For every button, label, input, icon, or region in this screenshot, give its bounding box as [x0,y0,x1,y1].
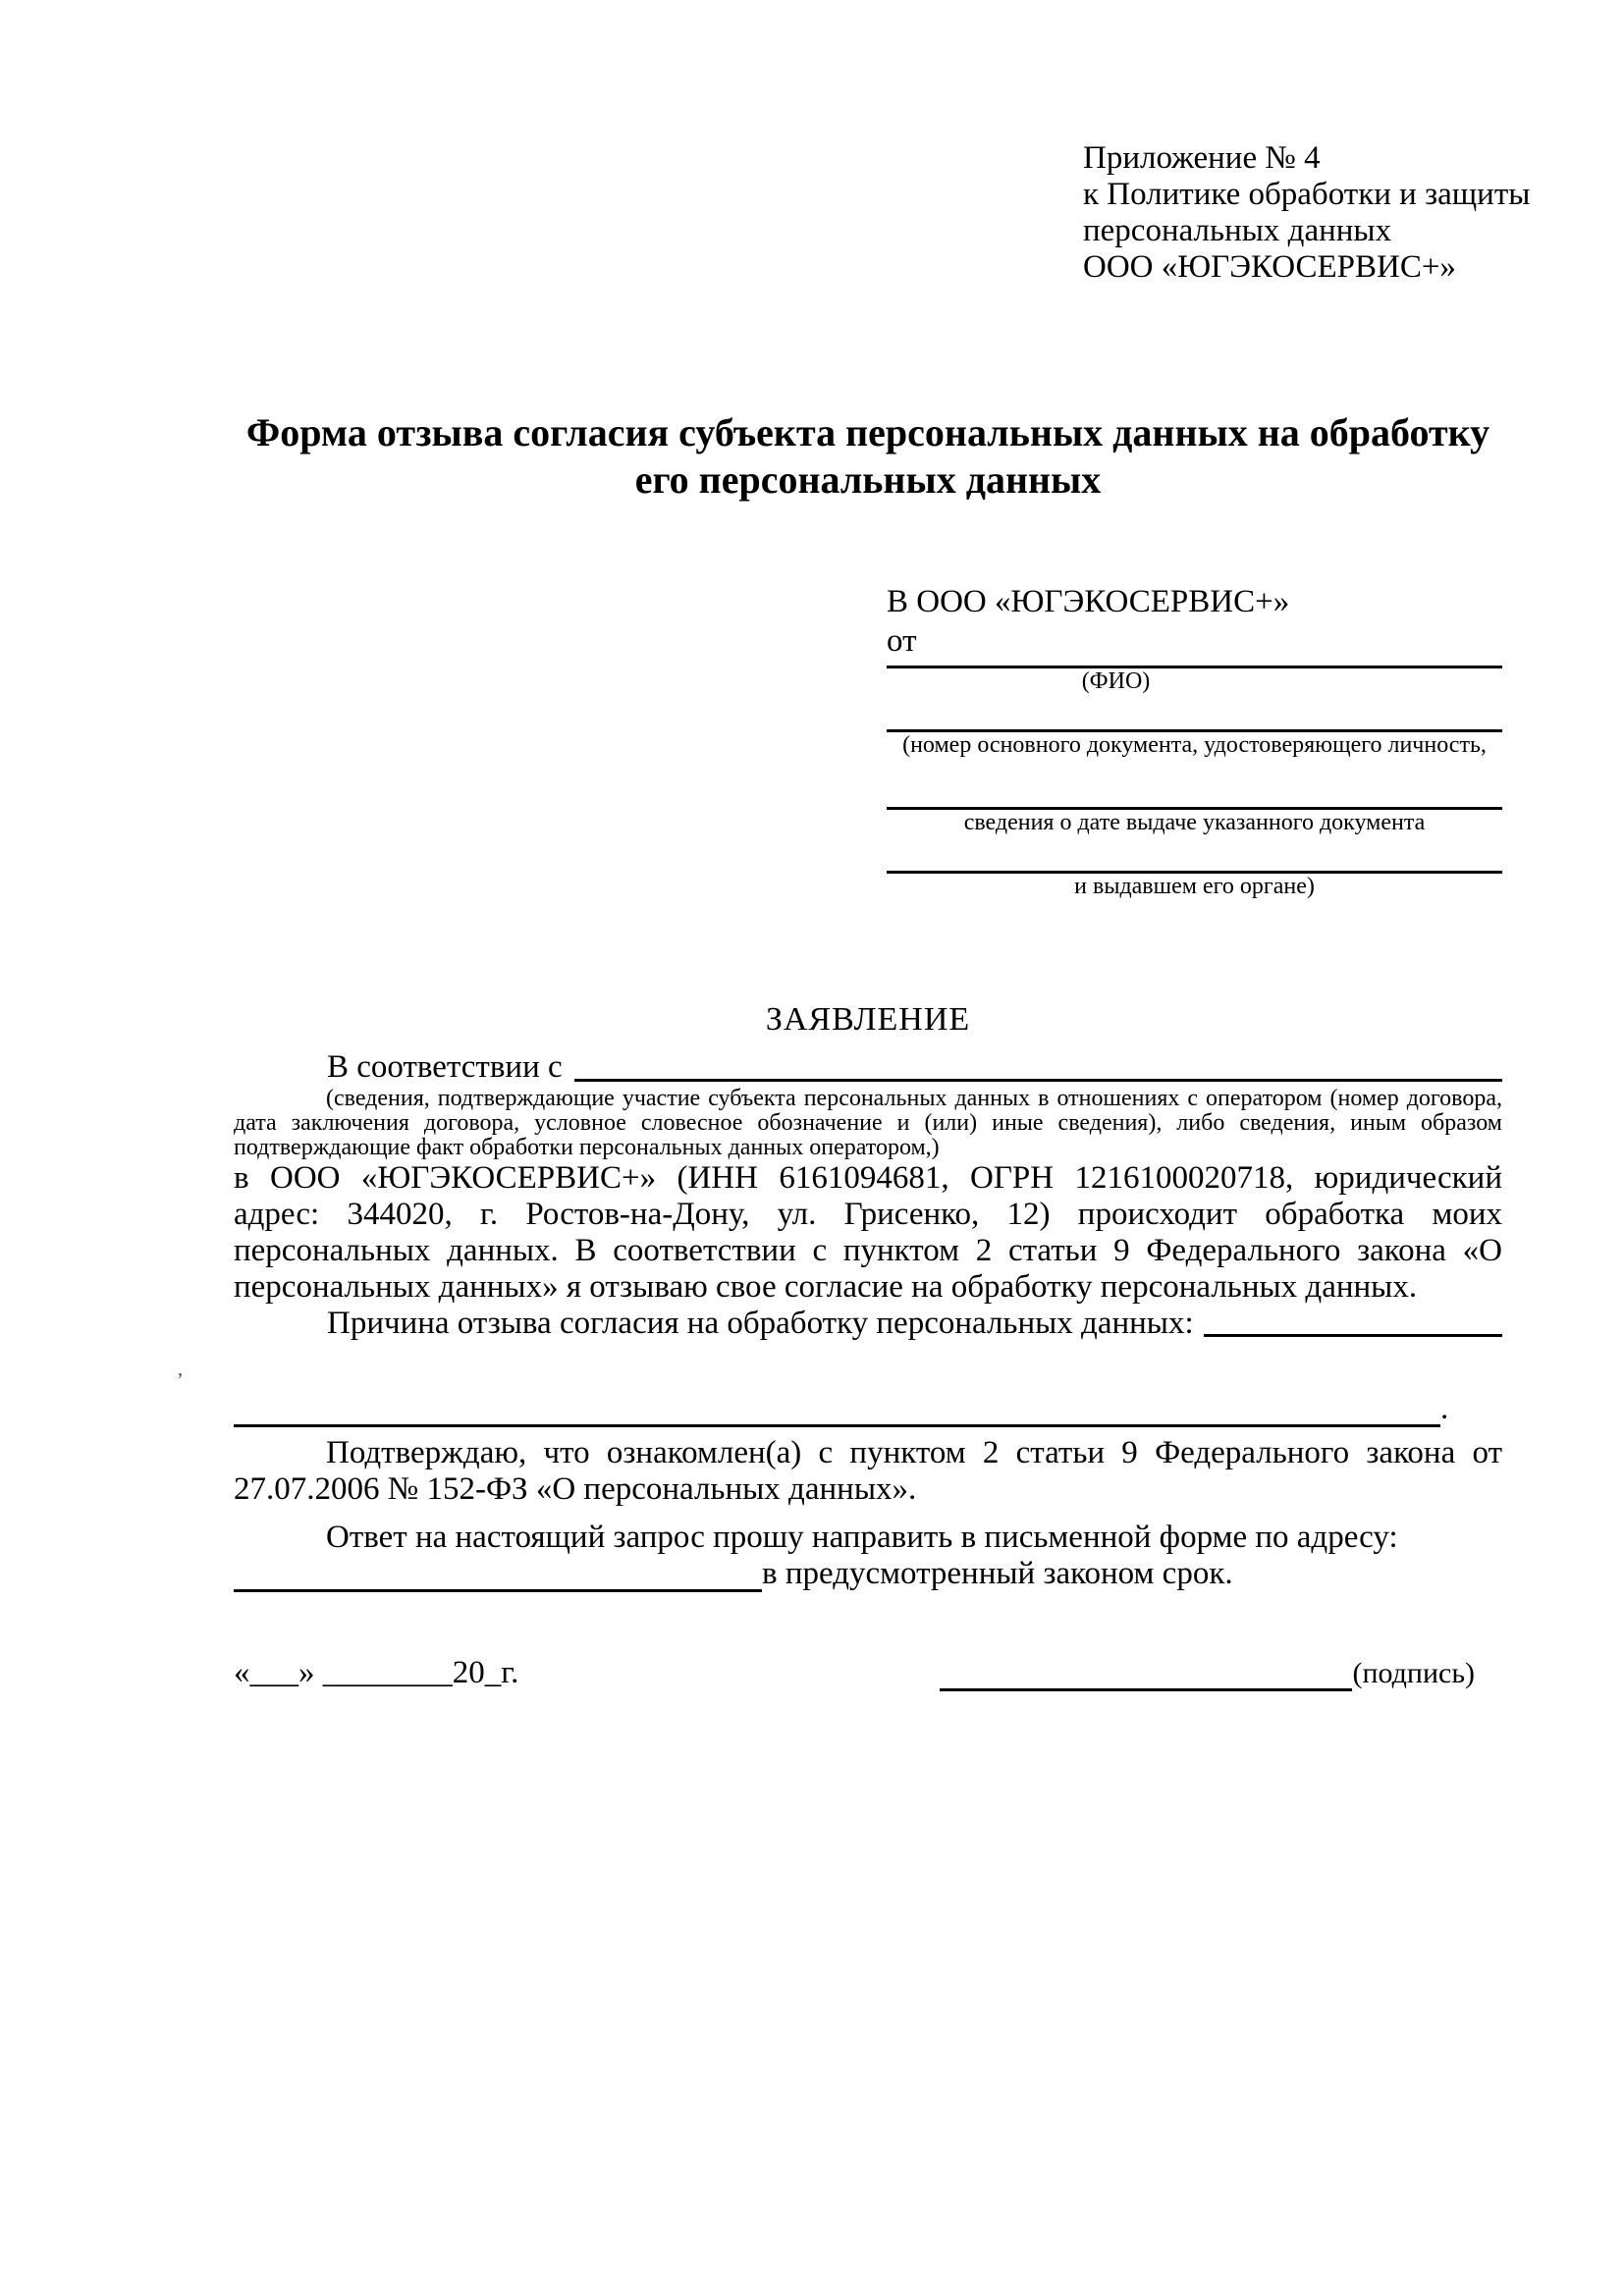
signature-blank-line [940,1659,1352,1691]
annex-line: к Политике обработки и защиты [1083,177,1531,212]
intro-text: В соответствии с [327,1049,563,1085]
line-end-period: . [1440,1391,1449,1426]
field-caption-document-number: (номер основного документа, удостоверяющего личность, [902,732,1487,758]
reply-request-paragraph: Ответ на настоящий запрос прошу направить в письменной форме по адресу: [326,1520,1398,1555]
signature-area [940,1655,1475,1691]
statement-body: в ООО «ЮГЭКОСЕРВИС+» (ИНН 6161094681, ОГРН 1216100020718, юридический адрес: 344020, г. Ростов-на-Дону, ул. Грисенко, 12) происходит обработка моих персональных данных. В соответствии с пунктом 2 статьи 9 Федерального закона «О персональных данных» я отзываю свое согласие на обработку персональных данных. [234,1160,1502,1305]
intro-row [234,1047,1502,1087]
field-caption-issue-date: сведения о дате выдаче указанного документа [963,810,1426,835]
reason-blank-line [1204,1310,1502,1337]
annex-line: Приложение № 4 [1083,140,1321,176]
signature-row [234,1655,1502,1691]
reply-address-row [234,1556,1502,1592]
signature-caption: (подпись) [1352,1657,1475,1689]
annex-line: персональных данных [1083,213,1392,248]
reason-continuation-row [234,1391,1502,1427]
reason-label: Причина отзыва согласия на обработку персональных данных: [327,1306,1194,1341]
reply-suffix: в предусмотренный законом срок. [762,1556,1233,1591]
stray-mark: ’ [177,1369,184,1391]
annex-line: ООО «ЮГЭКОСЕРВИС+» [1083,249,1456,285]
reason-row [234,1306,1502,1342]
date-line: «___» ________20_г. [234,1655,519,1690]
field-caption-fio: (ФИО) [1081,668,1151,694]
fio-blank-line [887,661,1502,668]
statement-heading: ЗАЯВЛЕНИЕ [765,1001,971,1038]
addressee-from-label: от [887,623,917,659]
intro-blank-line [574,1055,1502,1082]
confirmation-paragraph: Подтверждаю, что ознакомлен(а) с пунктом 2 статьи 9 Федерального закона от 27.07.2006 № 152-ФЗ «О персональных данных». [234,1435,1502,1507]
document-number-blank-line [887,724,1502,732]
issuing-authority-blank-line [887,866,1502,874]
issue-date-blank-line [887,802,1502,810]
addressee-to: В ООО «ЮГЭКОСЕРВИС+» [887,584,1290,619]
addressee-block [887,582,1502,900]
intro-note: (сведения, подтверждающие участие субъекта персональных данных в отношениях с оператором (номер договора, дата заключения договора, условное словесное обозначение и (или) иные сведения), либо сведения, иным образом подтверждающие факт обработки персональных данных оператором,) [234,1086,1502,1160]
reason-continuation-blank-line [234,1395,1440,1427]
annex-block [1083,140,1531,286]
document-title: Форма отзыва согласия субъекта персональных данных на обработку его персональных данных [245,410,1490,502]
reply-address-blank-line [234,1560,762,1592]
field-caption-issuing-authority: и выдавшем его органе) [1074,874,1315,899]
